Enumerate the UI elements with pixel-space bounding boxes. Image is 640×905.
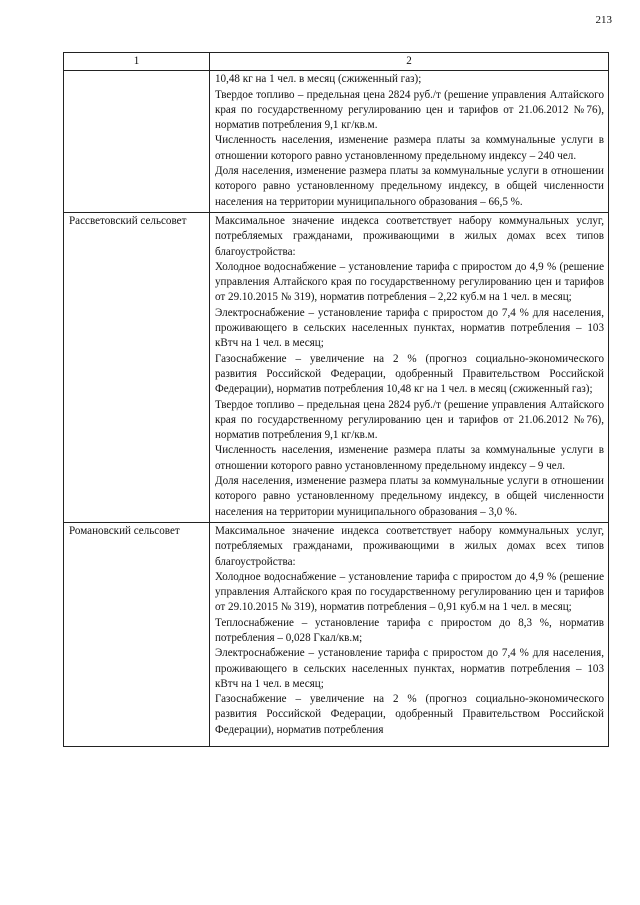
paragraph: 10,48 кг на 1 чел. в месяц (сжиженный газ); (215, 73, 422, 86)
description-cell (210, 71, 609, 213)
paragraph: Максимальное значение индекса соответствует набору коммунальных услуг, потребляемых гражданами, проживающими в жилых домах всех типов благоустройства: (215, 524, 604, 568)
paragraph: Газоснабжение – увеличение на 2 % (прогноз социально-экономического развития Российской Федерации, одобренный Правительством Российской Федерации), норматив потребления 10,48 кг на 1 чел. в месяц (сжиженный газ); (215, 352, 604, 396)
paragraph: Численность населения, изменение размера платы за коммунальные услуги в отношении которого равно установленному предельному индексу – 240 чел. (215, 134, 604, 162)
table-header-row (64, 53, 609, 71)
municipality-name: Романовский сельсовет (69, 524, 180, 537)
municipality-cell (64, 71, 210, 213)
description-cell (210, 522, 609, 746)
description-cell (210, 212, 609, 522)
paragraph: Твердое топливо – предельная цена 2824 руб./т (решение управления Алтайского края по государственному регулированию цен и тарифов от 21.06.2012 №76), норматив потребления 9,1 кг/кв.м. (215, 398, 604, 442)
paragraph: Численность населения, изменение размера платы за коммунальные услуги в отношении которого равно установленному предельному индексу – 9 чел. (215, 444, 604, 472)
paragraph: Газоснабжение – увеличение на 2 % (прогноз социально-экономического развития Российской Федерации, одобренный Правительством Российской Федерации), норматив потребления (215, 693, 604, 736)
paragraph: Доля населения, изменение размера платы за коммунальные услуги в отношении которого равно установленному предельному индексу, в общей численности населения на территории муниципального образования – 3,0 %. (215, 475, 604, 518)
table-row (64, 71, 609, 213)
paragraph: Электроснабжение – установление тарифа с приростом до 7,4 % для населения, проживающего в сельских населенных пунктах, норматив потребления – 103 кВтч на 1 чел. в месяц; (215, 306, 604, 350)
paragraph: Твердое топливо – предельная цена 2824 руб./т (решение управления Алтайского края по государственному регулированию цен и тарифов от 21.06.2012 №76), норматив потребления 9,1 кг/кв.м. (215, 88, 604, 132)
paragraph: Холодное водоснабжение – установление тарифа с приростом до 4,9 % (решение управления Алтайского края по государственному регулированию цен и тарифов от 29.10.2015 № 319), норматив потребления – 0,91 куб.м на 1 чел. в месяц; (215, 570, 604, 614)
paragraph: Теплоснабжение – установление тарифа с приростом до 8,3 %, норматив потребления – 0,028 Гкал/кв.м; (215, 616, 604, 644)
document-table (63, 52, 609, 747)
paragraph: Электроснабжение – установление тарифа с приростом до 7,4 % для населения, проживающего в сельских населенных пунктах, норматив потребления – 103 кВтч на 1 чел. в месяц; (215, 647, 604, 690)
paragraph: Доля населения, изменение размера платы за коммунальные услуги в отношении которого равно установленному предельному индексу, в общей численности населения на территории муниципального образования – 66,5 %. (215, 165, 604, 208)
municipality-cell (64, 522, 210, 746)
column-header-1: 1 (64, 53, 210, 71)
table-row (64, 522, 609, 746)
table-row (64, 212, 609, 522)
municipality-name: Рассветовский сельсовет (69, 214, 187, 227)
column-header-2: 2 (210, 53, 609, 71)
paragraph: Холодное водоснабжение – установление тарифа с приростом до 4,9 % (решение управления Алтайского края по государственному регулированию цен и тарифов от 29.10.2015 № 319), норматив потребления – 2,22 куб.м на 1 чел. в месяц; (215, 260, 604, 304)
page-number: 213 (595, 14, 612, 26)
paragraph: Максимальное значение индекса соответствует набору коммунальных услуг, потребляемых гражданами, проживающими в жилых домах всех типов благоустройства: (215, 214, 604, 258)
municipality-cell (64, 212, 210, 522)
